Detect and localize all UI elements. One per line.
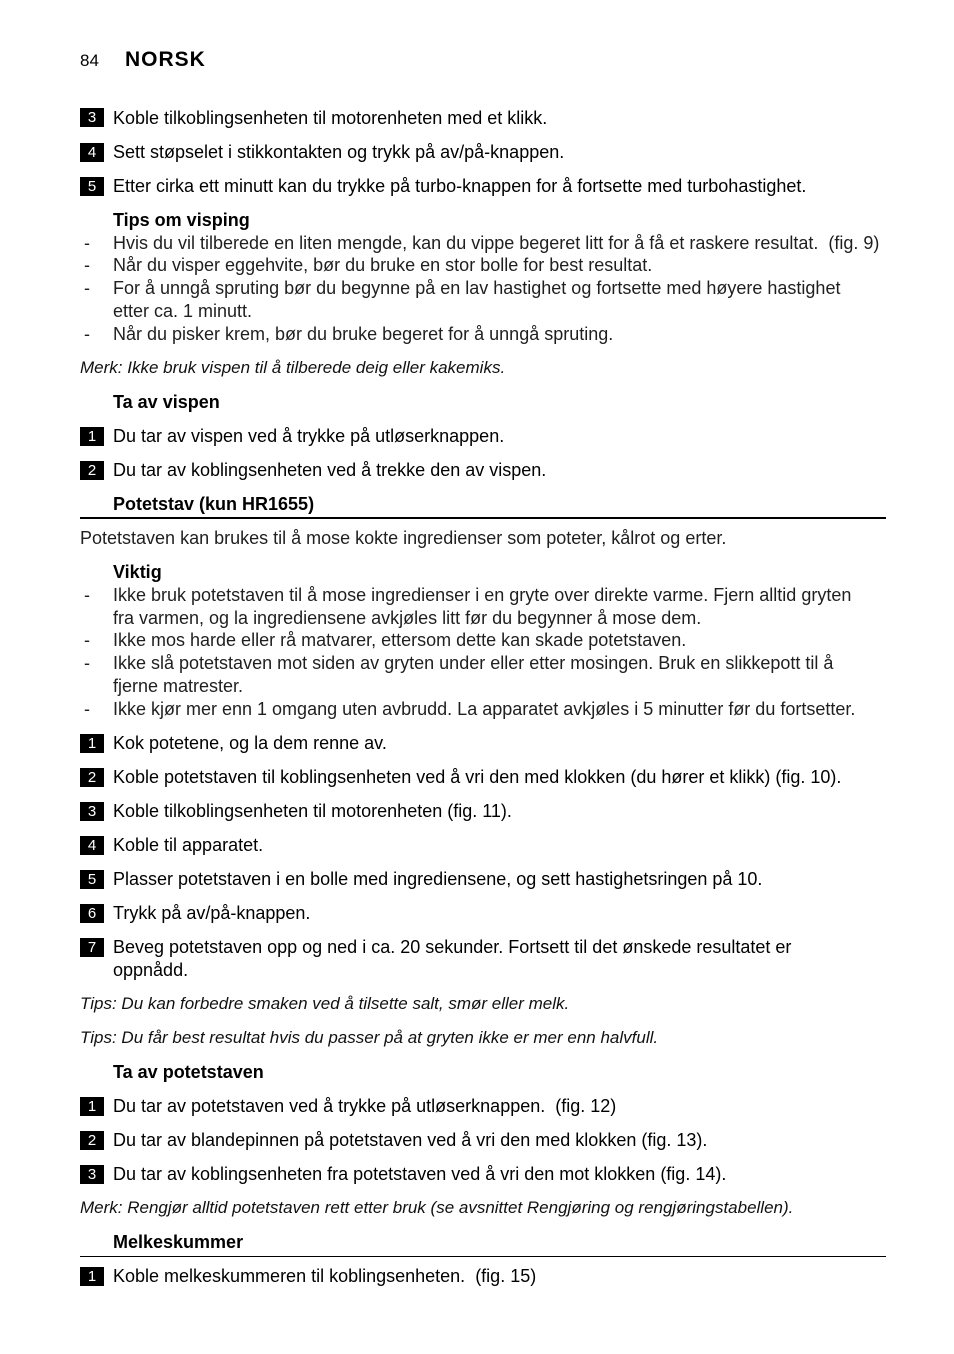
bullet-marker: - — [84, 630, 90, 651]
page-header — [80, 48, 206, 73]
step-text: Etter cirka ett minutt kan du trykke på turbo-knappen for å fortsette med turbohastighet. — [113, 175, 807, 196]
list-item — [80, 254, 886, 277]
language-label: NORSK — [125, 48, 206, 71]
page-number: 84 — [80, 51, 99, 70]
step-number: 3 — [80, 108, 104, 127]
step-number: 1 — [80, 734, 104, 753]
list-item-text: Ikke mos harde eller rå matvarer, ettersom dette kan skade potetstaven. — [113, 630, 687, 651]
step-text: Plasser potetstaven i en bolle med ingrediensene, og sett hastighetsringen på 10. — [113, 869, 763, 890]
list-item — [80, 277, 886, 323]
list-item-text: Ikke kjør mer enn 1 omgang uten avbrudd. La apparatet avkjøles i 5 minutter før du fortsetter. — [113, 698, 856, 719]
page-content — [80, 107, 886, 1289]
list-item-text: Ikke bruk potetstaven til å mose ingredienser i en gryte over direkte varme. Fjern alltid gryten fra varmen, og la ingrediensene avkjøles litt før du begynner å mose dem. — [113, 584, 852, 628]
whisk-removal-heading: Ta av vispen — [113, 391, 220, 412]
list-item-text: Når du visper eggehvite, bør du bruke en stor bolle for best resultat. — [113, 255, 653, 276]
bullet-marker: - — [84, 698, 90, 719]
step-item — [80, 107, 886, 130]
list-item-text: Ikke slå potetstaven mot siden av gryten under eller etter mosingen. Bruk en slikkepott til å fjerne matrester. — [113, 653, 834, 697]
step-number: 4 — [80, 836, 104, 855]
step-number: 2 — [80, 768, 104, 787]
step-text: Du tar av potetstaven ved å trykke på utløserknappen. (fig. 12) — [113, 1096, 617, 1117]
bullet-marker: - — [84, 278, 90, 299]
step-number: 1 — [80, 1267, 104, 1286]
bullet-marker: - — [84, 323, 90, 344]
step-number: 5 — [80, 870, 104, 889]
list-item-text: Når du pisker krem, bør du bruke begeret for å unngå spruting. — [113, 323, 614, 344]
step-number: 2 — [80, 1131, 104, 1150]
masher-removal-heading: Ta av potetstaven — [113, 1062, 264, 1083]
step-text: Koble tilkoblingsenheten til motorenheten (fig. 11). — [113, 800, 512, 821]
step-number: 6 — [80, 904, 104, 923]
step-item — [80, 936, 886, 982]
step-text: Trykk på av/på-knappen. — [113, 903, 311, 924]
step-text: Du tar av vispen ved å trykke på utløserknappen. — [113, 425, 505, 446]
step-item — [80, 141, 886, 164]
whisk-tips-heading: Tips om visping — [113, 209, 250, 230]
masher-note: Merk: Rengjør alltid potetstaven rett etter bruk (se avsnittet Rengjøring og rengjøringstabellen). — [80, 1198, 794, 1218]
list-item-text: Hvis du vil tilberede en liten mengde, kan du vippe begeret litt for å få et raskere resultat. (fig. 9) — [113, 232, 880, 253]
step-item — [80, 425, 886, 448]
step-number: 4 — [80, 143, 104, 162]
masher-important — [80, 561, 886, 721]
list-item — [80, 232, 886, 255]
step-item — [80, 1095, 886, 1118]
masher-section-heading: Potetstav (kun HR1655) — [80, 493, 886, 516]
masher-tip: Tips: Du får best resultat hvis du passer på at gryten ikke er mer enn halvfull. — [80, 1028, 659, 1048]
step-item — [80, 1129, 886, 1152]
masher-intro: Potetstaven kan brukes til å mose kokte ingredienser som poteter, kålrot og erter. — [80, 528, 727, 548]
step-item — [80, 766, 886, 789]
list-item — [80, 652, 886, 698]
step-text: Kok potetene, og la dem renne av. — [113, 732, 387, 753]
step-number: 7 — [80, 938, 104, 957]
step-text: Koble melkeskummeren til koblingsenheten. (fig. 15) — [113, 1266, 537, 1287]
step-text: Du tar av koblingsenheten ved å trekke den av vispen. — [113, 459, 547, 480]
bullet-marker: - — [84, 255, 90, 276]
list-item — [80, 584, 886, 630]
step-item — [80, 834, 886, 857]
milk-frother-section-heading: Melkeskummer — [80, 1231, 886, 1254]
step-number: 1 — [80, 427, 104, 446]
step-item — [80, 175, 886, 198]
step-item — [80, 902, 886, 925]
step-item — [80, 459, 886, 482]
step-item — [80, 732, 886, 755]
step-number: 3 — [80, 802, 104, 821]
step-text: Koble potetstaven til koblingsenheten ved å vri den med klokken (du hører et klikk) (fig. 10). — [113, 766, 842, 787]
bullet-marker: - — [84, 584, 90, 605]
list-item — [80, 698, 886, 721]
step-text: Beveg potetstaven opp og ned i ca. 20 sekunder. Fortsett til det ønskede resultatet er oppnådd. — [113, 937, 792, 980]
step-number: 2 — [80, 461, 104, 480]
list-item-text: For å unngå spruting bør du begynne på en lav hastighet og fortsette med høyere hastighet etter ca. 1 minutt. — [113, 278, 841, 321]
whisk-note: Merk: Ikke bruk vispen til å tilberede deig eller kakemiks. — [80, 357, 506, 377]
step-item — [80, 800, 886, 823]
bullet-marker: - — [84, 653, 90, 674]
list-item — [80, 629, 886, 652]
step-text: Du tar av koblingsenheten fra potetstaven ved å vri den mot klokken (fig. 14). — [113, 1164, 727, 1185]
step-number: 3 — [80, 1165, 104, 1184]
bullet-marker: - — [84, 232, 90, 253]
list-item — [80, 323, 886, 346]
step-item — [80, 868, 886, 891]
step-text: Sett støpselet i stikkontakten og trykk på av/på-knappen. — [113, 141, 565, 162]
masher-important-heading: Viktig — [113, 562, 162, 583]
step-item — [80, 1265, 886, 1288]
step-text: Koble tilkoblingsenheten til motorenheten med et klikk. — [113, 107, 548, 128]
step-item — [80, 1163, 886, 1186]
step-number: 1 — [80, 1097, 104, 1116]
masher-tip: Tips: Du kan forbedre smaken ved å tilsette salt, smør eller melk. — [80, 994, 570, 1013]
whisk-tips — [80, 209, 886, 346]
step-text: Du tar av blandepinnen på potetstaven ved å vri den med klokken (fig. 13). — [113, 1130, 708, 1151]
step-text: Koble til apparatet. — [113, 835, 264, 856]
step-number: 5 — [80, 177, 104, 196]
